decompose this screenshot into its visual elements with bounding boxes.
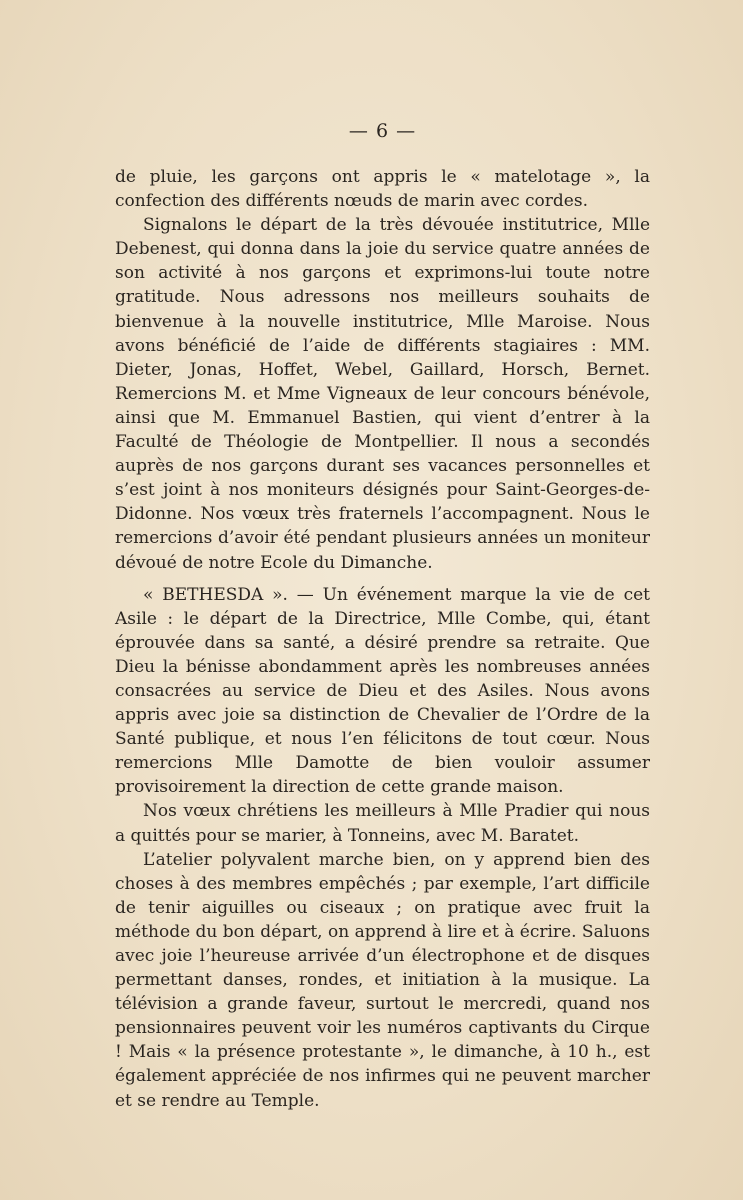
paragraph-bethesda: « BETHESDA ». — Un événement marque la vie de cet Asile : le départ de la Directrice, Mlle Combe, qui, étant éprouvée dans sa santé, a désiré prendre sa retraite. Que Dieu la bénisse abondamment après les nombreuses années consacrées au service de Dieu et des Asiles. Nous avons appris avec joie sa distinction de Chevalier de l’Ordre de la Santé publique, et nous l’en félicitons de tout cœur. Nous remercions Mlle Damotte de bien vouloir assumer provisoirement la direction de cette grande maison. [115, 584, 650, 798]
paragraph-continuation: de pluie, les garçons ont appris le « matelotage », la confection des différents nœuds de marin avec cordes. [115, 167, 650, 212]
paragraph-staff-changes: Signalons le départ de la très dévouée institutrice, Mlle Debenest, qui donna dans la joie du service quatre années de son activité à nos garçons et exprimons-lui toute notre gratitude. Nous adressons nos meilleurs souhaits de bienvenue à la nouvelle institutrice, Mlle Maroise. Nous avons bénéficié de l’aide de différents stagiaires : MM. Dieter, Jonas, Hoffet, Webel, Gaillard, Horsch, Bernet. Remercions M. et Mme Vigneaux de leur concours bénévole, ainsi que M. Emmanuel Bastien, qui vient d’entrer à la Faculté de Théologie de Montpellier. Il nous a secondés auprès de nos garçons durant ses vacances personnelles et s’est joint à nos moniteurs désignés pour Saint-Georges-de-Didonne. Nos vœux très fraternels l’accompagnent. Nous le remercions d’avoir été pendant plusieurs années un moniteur dévoué de notre Ecole du Dimanche. [115, 215, 650, 573]
page-number: — 6 — [348, 120, 417, 142]
paragraph-wishes: Nos vœux chrétiens les meilleurs à Mlle Pradier qui nous a quittés pour se marier, à Tonneins, avec M. Baratet. [115, 801, 650, 846]
document-page [115, 118, 650, 1113]
paragraph-workshop: L’atelier polyvalent marche bien, on y apprend bien des choses à des membres empêchés ; par exemple, l’art difficile de tenir aiguilles ou ciseaux ; on pratique avec fruit la méthode du bon départ, on apprend à lire et à écrire. Saluons avec joie l’heureuse arrivée d’un électrophone et de disques permettant danses, rondes, et initiation à la musique. La télévision a grande faveur, surtout le mercredi, quand nos pensionnaires peuvent voir les numéros captivants du Cirque ! Mais « la présence protestante », le dimanche, à 10 h., est également appréciée de nos infirmes qui ne peuvent marcher et se rendre au Temple. [115, 849, 650, 1111]
